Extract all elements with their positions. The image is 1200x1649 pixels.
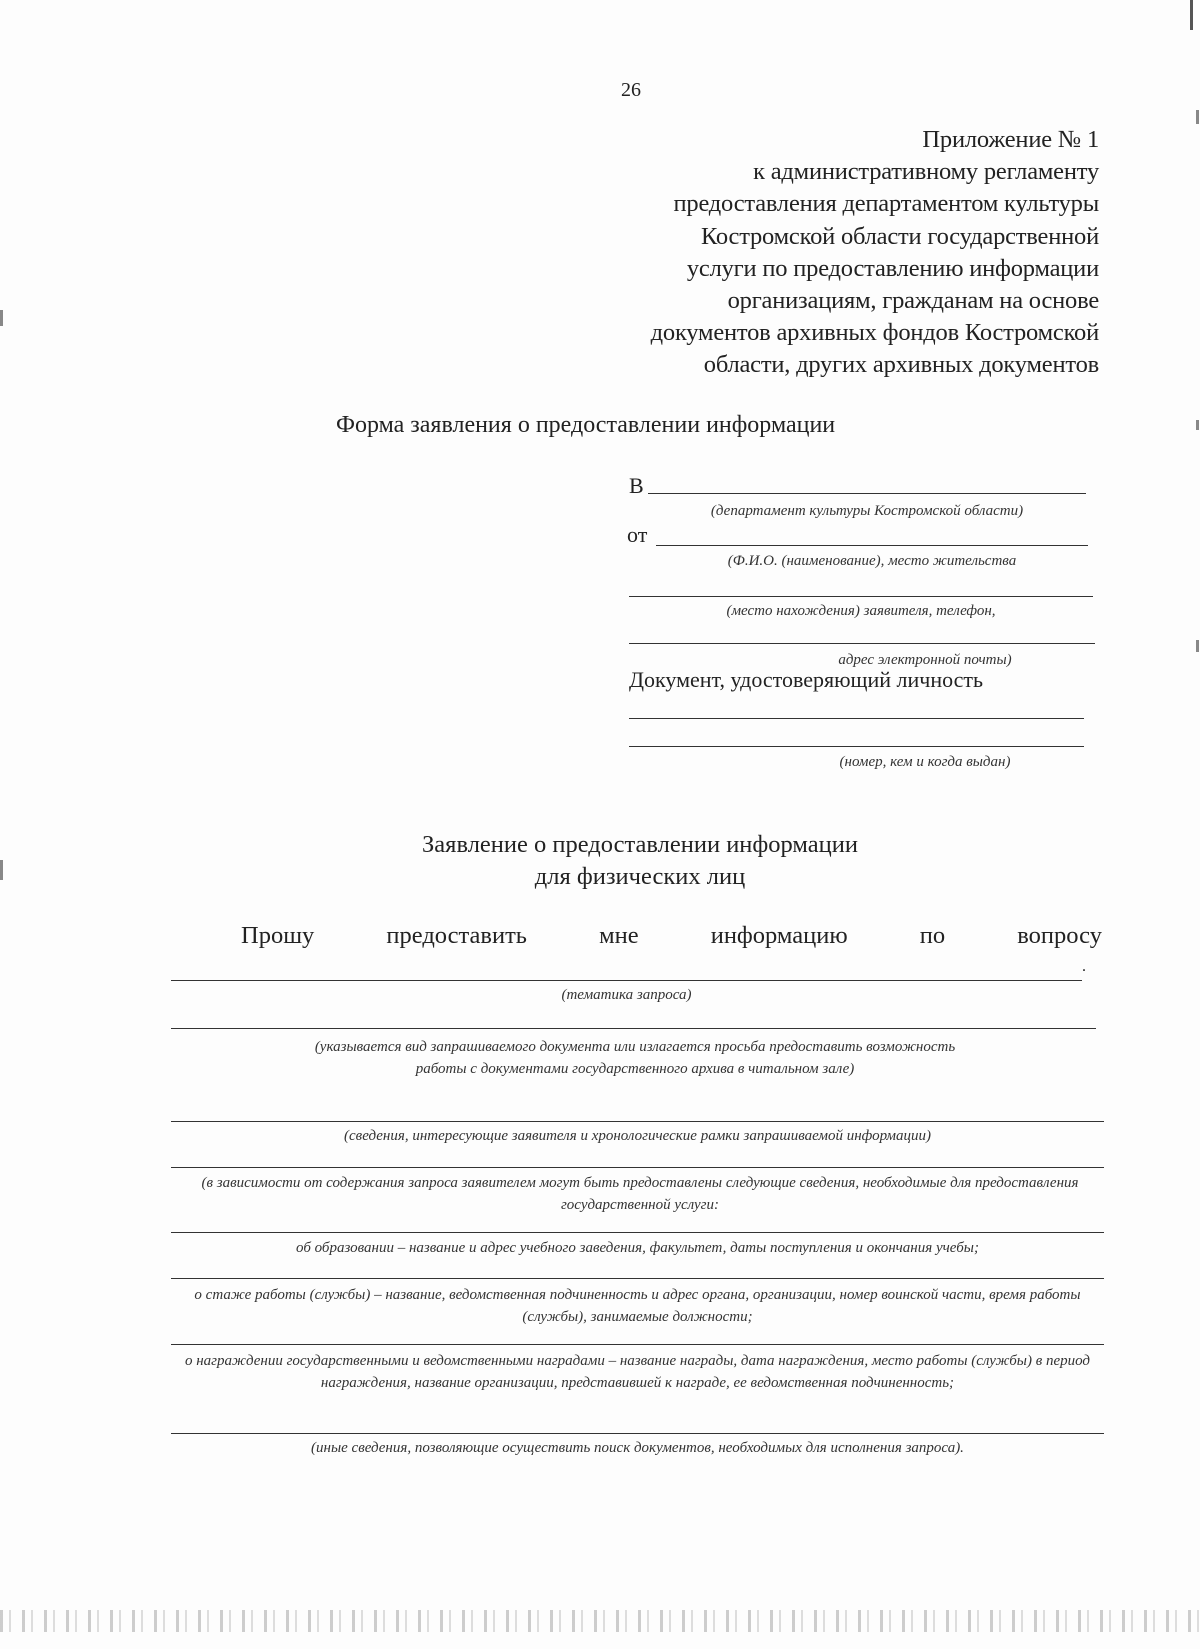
scan-edge-mark bbox=[1196, 420, 1199, 430]
scan-edge-mark bbox=[0, 310, 3, 326]
interest-field-line[interactable] bbox=[171, 1121, 1104, 1122]
id-document-hint: (номер, кем и когда выдан) bbox=[839, 754, 1011, 770]
trailing-dot: . bbox=[1082, 958, 1086, 975]
location-hint: (место нахождения) заявителя, телефон, bbox=[726, 603, 996, 619]
from-label: от bbox=[627, 522, 648, 547]
topic-hint: (тематика запроса) bbox=[561, 987, 692, 1003]
scan-edge-mark bbox=[1190, 0, 1193, 30]
scan-edge-mark bbox=[0, 860, 3, 880]
from-hint: (Ф.И.О. (наименование), место жительства bbox=[727, 553, 1017, 569]
request-word: по bbox=[919, 922, 946, 949]
appendix-line: области, других архивных документов bbox=[703, 351, 1099, 379]
other-field-line[interactable] bbox=[171, 1433, 1104, 1434]
education-field-line[interactable] bbox=[171, 1232, 1104, 1233]
from-field-line[interactable] bbox=[656, 545, 1088, 546]
doc-type-hint: (указывается вид запрашиваемого документа или излагается просьба предоставить возможность работы с документами государственного архива в читальном зале) bbox=[314, 1039, 956, 1077]
depending-hint: (в зависимости от содержания запроса заявителем могут быть предоставлены следующие сведения, необходимые для предоставления государственной услуги: bbox=[201, 1175, 1079, 1213]
email-hint: адрес электронной почты) bbox=[838, 652, 1012, 668]
to-label: В bbox=[629, 473, 644, 498]
statement-title-line: для физических лиц bbox=[534, 863, 746, 890]
interest-hint: (сведения, интересующие заявителя и хронологические рамки запрашиваемой информации) bbox=[344, 1128, 931, 1144]
location-field-line[interactable] bbox=[629, 596, 1093, 597]
topic-field-line[interactable] bbox=[171, 980, 1082, 981]
form-title: Форма заявления о предоставлении информации bbox=[336, 412, 836, 438]
request-word: информацию bbox=[710, 922, 848, 949]
request-sentence bbox=[241, 922, 1102, 950]
scan-bottom-noise bbox=[0, 1610, 1200, 1632]
work-hint: о стаже работы (службы) – название, ведомственная подчиненность и адрес органа, организации, номер воинской части, время работы (службы), занимаемые должности; bbox=[194, 1287, 1081, 1325]
request-word: вопросу bbox=[1017, 922, 1102, 949]
scan-edge-mark bbox=[1196, 640, 1199, 652]
depending-field-line[interactable] bbox=[171, 1167, 1104, 1168]
appendix-line: к административному регламенту bbox=[753, 158, 1099, 186]
email-field-line[interactable] bbox=[629, 643, 1095, 644]
appendix-header bbox=[651, 124, 1099, 382]
appendix-line: услуги по предоставлению информации bbox=[686, 254, 1099, 282]
request-word: предоставить bbox=[386, 922, 527, 949]
awards-hint: о награждении государственными и ведомственными наградами – название награды, дата награждения, место работы (службы) в период награждения, название организации, представившей к награде, ее ведомственная подчиненность; bbox=[184, 1353, 1091, 1391]
request-word: Прошу bbox=[241, 922, 315, 949]
appendix-line: организациям, гражданам на основе bbox=[727, 287, 1099, 315]
doc-type-field-line[interactable] bbox=[171, 1028, 1096, 1029]
scan-edge-mark bbox=[1196, 110, 1199, 124]
statement-title-line: Заявление о предоставлении информации bbox=[422, 831, 858, 858]
appendix-line: Костромской области государственной bbox=[700, 222, 1099, 250]
awards-field-line[interactable] bbox=[171, 1344, 1104, 1345]
appendix-line: Приложение № 1 bbox=[922, 126, 1099, 153]
education-hint: об образовании – название и адрес учебного заведения, факультет, даты поступления и окончания учебы; bbox=[296, 1240, 979, 1256]
id-document-label: Документ, удостоверяющий личность bbox=[629, 667, 984, 692]
id-document-line-1[interactable] bbox=[629, 718, 1084, 719]
request-word: мне bbox=[599, 922, 639, 949]
statement-title bbox=[0, 829, 1200, 893]
work-field-line[interactable] bbox=[171, 1278, 1104, 1279]
page-number: 26 bbox=[621, 79, 641, 101]
to-hint: (департамент культуры Костромской области) bbox=[710, 503, 1024, 519]
appendix-line: предоставления департаментом культуры bbox=[673, 190, 1099, 218]
to-field-line[interactable] bbox=[648, 493, 1086, 494]
other-hint: (иные сведения, позволяющие осуществить поиск документов, необходимых для исполнения запроса). bbox=[311, 1440, 964, 1456]
id-document-line-2[interactable] bbox=[629, 746, 1084, 747]
appendix-line: документов архивных фондов Костромской bbox=[650, 319, 1099, 347]
